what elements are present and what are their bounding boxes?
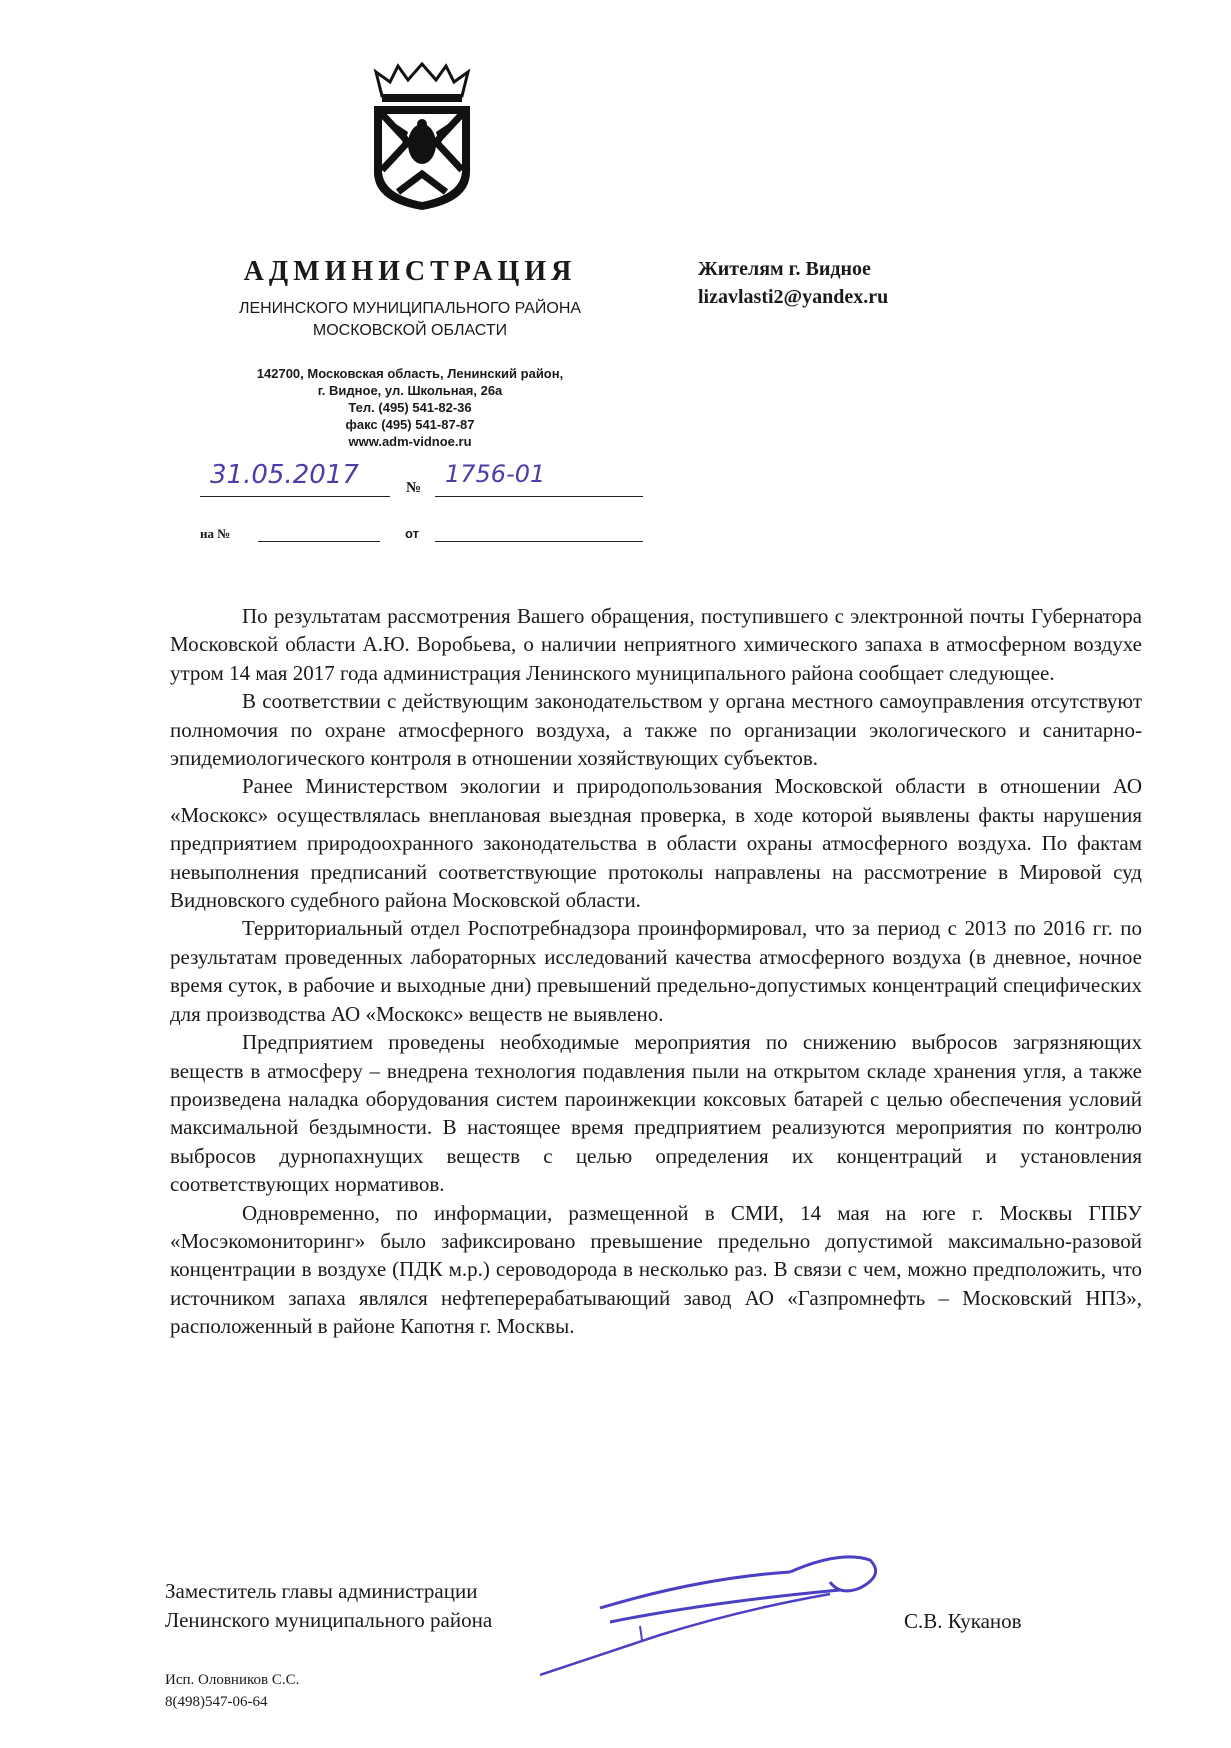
reply-number-line xyxy=(258,541,380,542)
address-line: г. Видное, ул. Школьная, 26а xyxy=(317,383,503,398)
body-paragraph: В соответствии с действующим законодательством у органа местного самоуправления отсутствуют полномочия по охране атмосферного воздуха, а также по организации экологического и санитарно-эпидемиологического контроля в отношении хозяйствующих субъектов. xyxy=(170,689,1142,771)
handwritten-number: 1756-01 xyxy=(445,460,546,488)
date-line xyxy=(200,496,390,497)
reply-number-label: на № xyxy=(200,526,231,541)
reply-from-label: от xyxy=(405,526,419,541)
body-paragraph: Одновременно, по информации, размещенной в СМИ, 14 мая на юге г. Москвы ГПБУ «Мосэкомониторинг» было зафиксировано превышение предельно допустимой максимально-разовой концентрации в воздухе (ПДК м.р.) сероводорода в несколько раз. В связи с чем, можно предположить, что источником запаха являлся нефтеперерабатывающий завод АО «Газпромнефть – Московский НПЗ», расположенный в районе Капотня г. Москвы. xyxy=(170,1200,1142,1339)
body-paragraph: Предприятием проведены необходимые мероприятия по снижению выбросов загрязняющих веществ в атмосферу – внедрена технология подавления пыли на открытом складе хранения угля, а также произведена наладка оборудования систем пароинжекции коксовых батарей с целью обеспечения условий максимальной бездымности. В настоящее время предприятием реализуются мероприятия по контролю выбросов дурнопахнущих веществ с целью определения их концентраций и установления соответствующих нормативов. xyxy=(170,1030,1142,1197)
recipient-email: lizavlasti2@yandex.ru xyxy=(698,286,889,308)
organization-title: АДМИНИСТРАЦИЯ xyxy=(243,256,577,287)
website-line: www.adm-vidnoe.ru xyxy=(348,434,472,449)
handwritten-date: 31.05.2017 xyxy=(210,460,359,490)
body-paragraph: По результатам рассмотрения Вашего обращения, поступившего с электронной почты Губернатора Московской области А.Ю. Воробьева, о наличии неприятного химического запаха в атмосферном воздухе утром 14 мая 2017 года администрация Ленинского муниципального района сообщает следующее. xyxy=(170,604,1142,685)
signer-position-line1: Заместитель главы администрации xyxy=(165,1579,478,1603)
body-paragraph: Территориальный отдел Роспотребнадзора проинформировал, что за период с 2013 по 2016 гг. по результатам проведенных лабораторных исследований качества атмосферного воздуха (в дневное, ночное время суток, в рабочие и выходные дни) превышений предельно-допустимых концентраций специфических для производства АО «Москокс» веществ не выявлено. xyxy=(170,916,1142,1026)
fax-line: факс (495) 541-87-87 xyxy=(345,417,475,432)
handwritten-signature xyxy=(540,1530,920,1680)
coat-of-arms-emblem xyxy=(368,62,476,212)
reply-date-line xyxy=(435,541,643,542)
organization-subtitle-line2: МОСКОВСКОЙ ОБЛАСТИ xyxy=(312,322,508,339)
organization-subtitle-line1: ЛЕНИНСКОГО МУНИЦИПАЛЬНОГО РАЙОНА xyxy=(238,300,582,317)
address-line: 142700, Московская область, Ленинский район, xyxy=(256,366,564,381)
body-paragraph: Ранее Министерством экологии и природопользования Московской области в отношении АО «Москокс» осуществлялась внеплановая выездная проверка, в ходе которой выявлены факты нарушения предприятием природоохранного законодательства в области охраны атмосферного воздуха. По фактам невыполнения предписаний соответствующие протоколы направлены на рассмотрение в Мировой суд Видновского судебного района Московской области. xyxy=(170,774,1142,913)
number-label: № xyxy=(406,480,422,496)
signer-name: С.В. Куканов xyxy=(904,1609,1022,1633)
executor-phone: 8(498)547-06-64 xyxy=(165,1694,268,1710)
phone-line: Тел. (495) 541-82-36 xyxy=(348,400,472,415)
letter-body xyxy=(170,602,1142,1341)
executor-name: Исп. Оловников С.С. xyxy=(165,1672,300,1688)
signer-position-line2: Ленинского муниципального района xyxy=(165,1608,493,1632)
recipient-name: Жителям г. Видное xyxy=(698,258,871,280)
number-line xyxy=(435,496,643,497)
